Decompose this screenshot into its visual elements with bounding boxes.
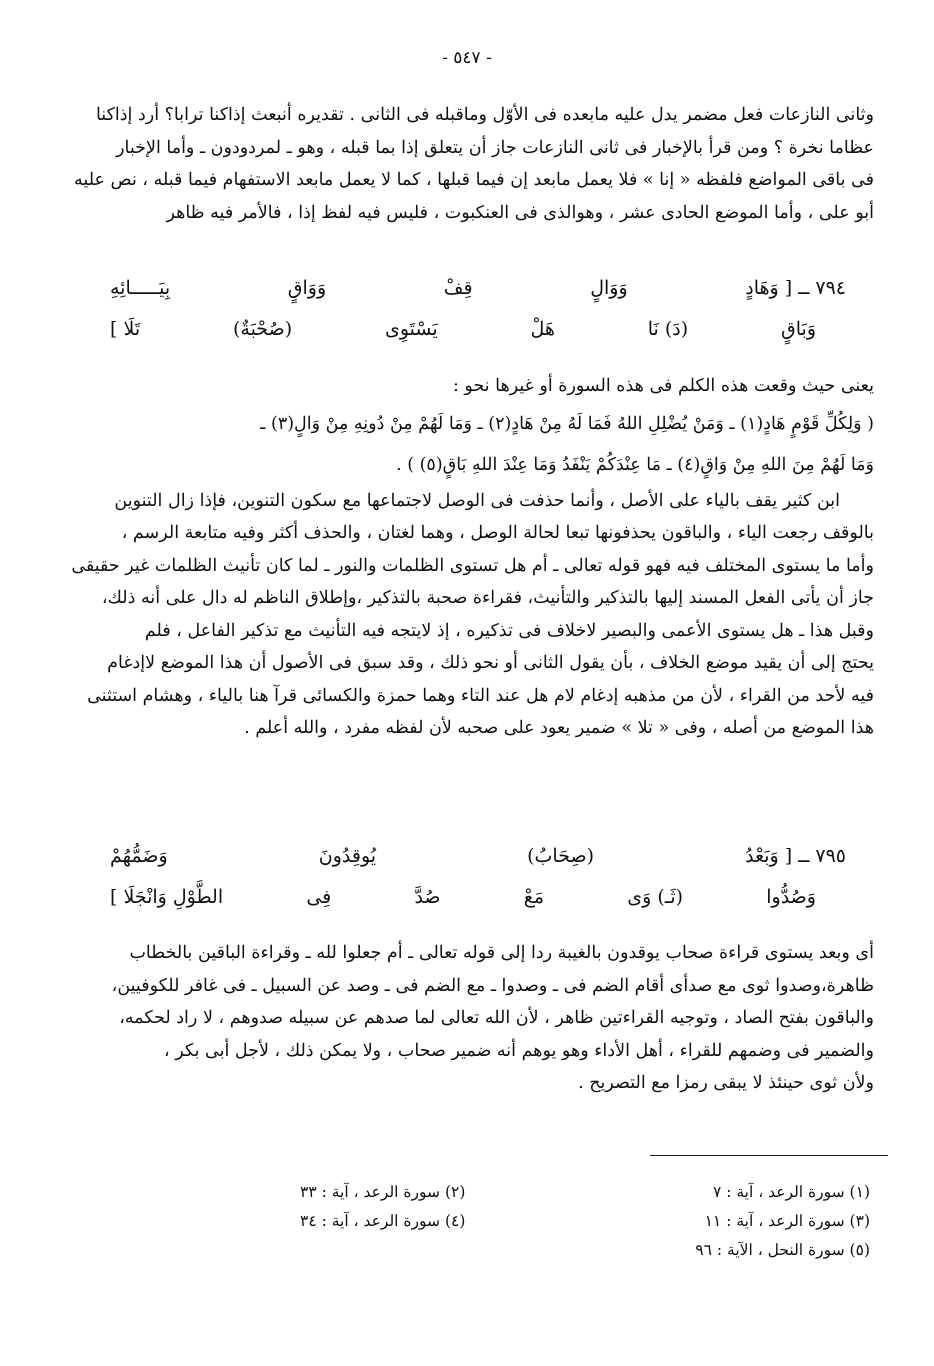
verse-line [110,268,846,309]
quran-quote-line: وَمَا لَهُمْ مِنَ اللهِ مِنْ وَاقٍ(٤) ـ مَا عِنْدَكُمْ يَنْفَدُ وَمَا عِنْدَ اللهِ بَاقٍ(٥) ) . [396,454,874,475]
verse-word: الطَّوْلِ وَانْجَلَا ] [110,886,224,908]
text-line: عظاما نخرة ؟ ومن قرأ بالإخبار فى ثانى النازعات جاز أن يتعلق إذا بما قبله ، وهو ـ لمردودون ـ وأما الإخبار [116,137,874,158]
text-line: هذا الموضع من أصله ، وفى « تلا » ضمير يعود على صحبه لأن لفظه مفرد ، والله أعلم . [244,718,874,738]
footnote: (٣) سورة الرعد ، آية : ١١ [704,1212,870,1230]
commentary-794 [66,370,874,745]
verse-word: (صُحْبَةٌ) [232,318,293,340]
verse-word: هَلْ [530,318,555,340]
text-line: أبو على ، وأما الموضع الحادى عشر ، وهوالذى فى العنكبوت ، فليس فيه لفظ إذا ، فالأمر فيه ظاهر [166,202,874,223]
footnote-row [300,1236,870,1265]
text-line: بالوقف رجعت الياء ، والباقون يحذفونها تبعا لحالة الوصل ، وهما لغتان ، والحذف أكثر وفيه متابعة الرسم ، [121,523,874,543]
footnote: (١) سورة الرعد ، آية : ٧ [712,1183,870,1201]
verse-word: وَصُدُّوا [766,886,816,908]
page-number: - ٥٤٧ - [442,48,492,68]
verse-word: صُدَّ [414,886,441,908]
verse-word: فِى [306,886,332,908]
verse-word: ٧٩٤ ــ [ وَهَادٍ [745,277,846,299]
text-line: والضمير فى وضمهم للقراء ، أهل الأداء وهو يوهم أنه ضمير صحاب ، ولا يمكن ذلك ، لأجل أبى بكر ، [164,1040,874,1061]
verse-line [110,309,846,350]
verse-word: (ثَـ) وَى [627,886,684,908]
text-line: ابن كثير يقف بالياء على الأصل ، وأنما حذفت فى الوصل لاجتماعها مع سكون التنوين، فإذا زال التنوين [114,490,840,511]
footnote-divider [650,1155,888,1156]
opening-paragraph [66,99,874,229]
text-line: والباقون بفتح الصاد ، وتوجيه القراءتين ظاهر ، لأن الله تعالى لما صدهم عن سبيله صدوهم ، لا راد لحكمه، [119,1008,874,1028]
footnote: (٤) سورة الرعد ، آية : ٣٤ [300,1212,466,1230]
quran-quote-line: ( وَلِكُلِّ قَوْمٍ هَادٍ(١) ـ وَمَنْ يُضْلِلِ اللهُ فَمَا لَهُ مِنْ هَادٍ(٢) ـ وَمَا لَهُمْ مِنْ دُونِهِ مِنْ وَالٍ(٣) ـ [260,413,874,434]
verse-word: (دَ) نَا [647,318,689,340]
verse-line [110,877,846,918]
verse-word: مَعْ [523,886,545,908]
footnote: (٢) سورة الرعد ، آية : ٣٣ [300,1183,466,1201]
commentary-795 [66,937,874,1100]
text-line: وقبل هذا ـ هل يستوى الأعمى والبصير لاخلاف فى تذكيره ، إذ لايتجه فيه التأنيث مع تذكير الفاعل ، فلم [144,620,874,641]
verse-word: بِيَـــــائِهِ [110,277,171,299]
footnote-row [300,1178,870,1207]
text-line: أى وبعد يستوى قراءة صحاب يوقدون بالغيبة ردا إلى قوله تعالى ـ أم جعلوا لله ـ وقراءة الباقين بالخطاب [129,943,874,963]
text-line: ظاهرة،وصدوا ثوى مع صدأى أقام الضم فى ـ وصدوا ـ مع الضم فى ـ وصد عن السبيل ـ فى غافر للكوفيين، [111,975,874,996]
verse-word: (صِحَابُ) [527,845,595,867]
text-line: وأما ما يستوى المختلف فيه فهو قوله تعالى ـ أم هل تستوى الظلمات والنور ـ لما كان تأنيث الظلمات غير حقيقى [71,555,874,576]
text-line: يعنى حيث وقعت هذه الكلم فى هذه السورة أو غيرها نحو : [452,376,874,396]
verse-word: قِفْ [443,277,473,299]
verse-word: ٧٩٥ ــ [ وَبَعْدُ [745,845,846,867]
verse-word: وَضَمُّهُمْ [110,845,168,867]
verse-word: يُوقِدُونَ [318,845,377,867]
verse-word: وَبَاقٍ [781,318,816,340]
text-line: ولأن ثوى حينئذ لا يبقى رمزا مع التصريح . [578,1073,874,1093]
verse-word: تَلَا ] [110,318,141,340]
text-line: جاز أن يأتى الفعل المسند إليها بالتذكير والتأنيث، فقراءة صحبة بالتذكير ،وإطلاق الناظم له دال على أنه ذلك، [101,588,874,608]
footnote: (٥) سورة النحل ، الآية : ٩٦ [695,1241,870,1259]
verse-word: وَوَالٍ [590,277,628,299]
verse-word: يَسْتَوِى [384,318,438,340]
verse-line [110,836,846,877]
text-line: وثانى النازعات فعل مضمر يدل عليه مابعده فى الأوّل وماقبله فى الثانى . تقديره أنبعث إذاكنا ترابا؟ أرد إذاكنا [95,105,874,125]
text-line: يحتج إلى أن يقيد موضع الخلاف ، بأن يقول الثانى أو نحو ذلك ، وقد سبق فى الأصول أن هذا الموضع لاإدغام [107,653,874,673]
text-line: فى باقى المواضع فلفظه « إنا » فلا يعمل مابعد إن فيما قبلها ، كما لا يعمل مابعد الاستفهام فيما قبله ، نص عليه [74,170,874,190]
text-line: فيه لأحد من القراء ، لأن من مذهبه إدغام لام هل عند التاء وهما حمزة والكسائى قرآ هنا بالياء ، وهشام استثنى [87,685,874,706]
verse-word: وَوَاقٍ [287,277,327,299]
verse-794 [110,268,846,350]
verse-795 [110,836,846,918]
footnote-row [300,1207,870,1236]
footnotes [300,1178,870,1265]
